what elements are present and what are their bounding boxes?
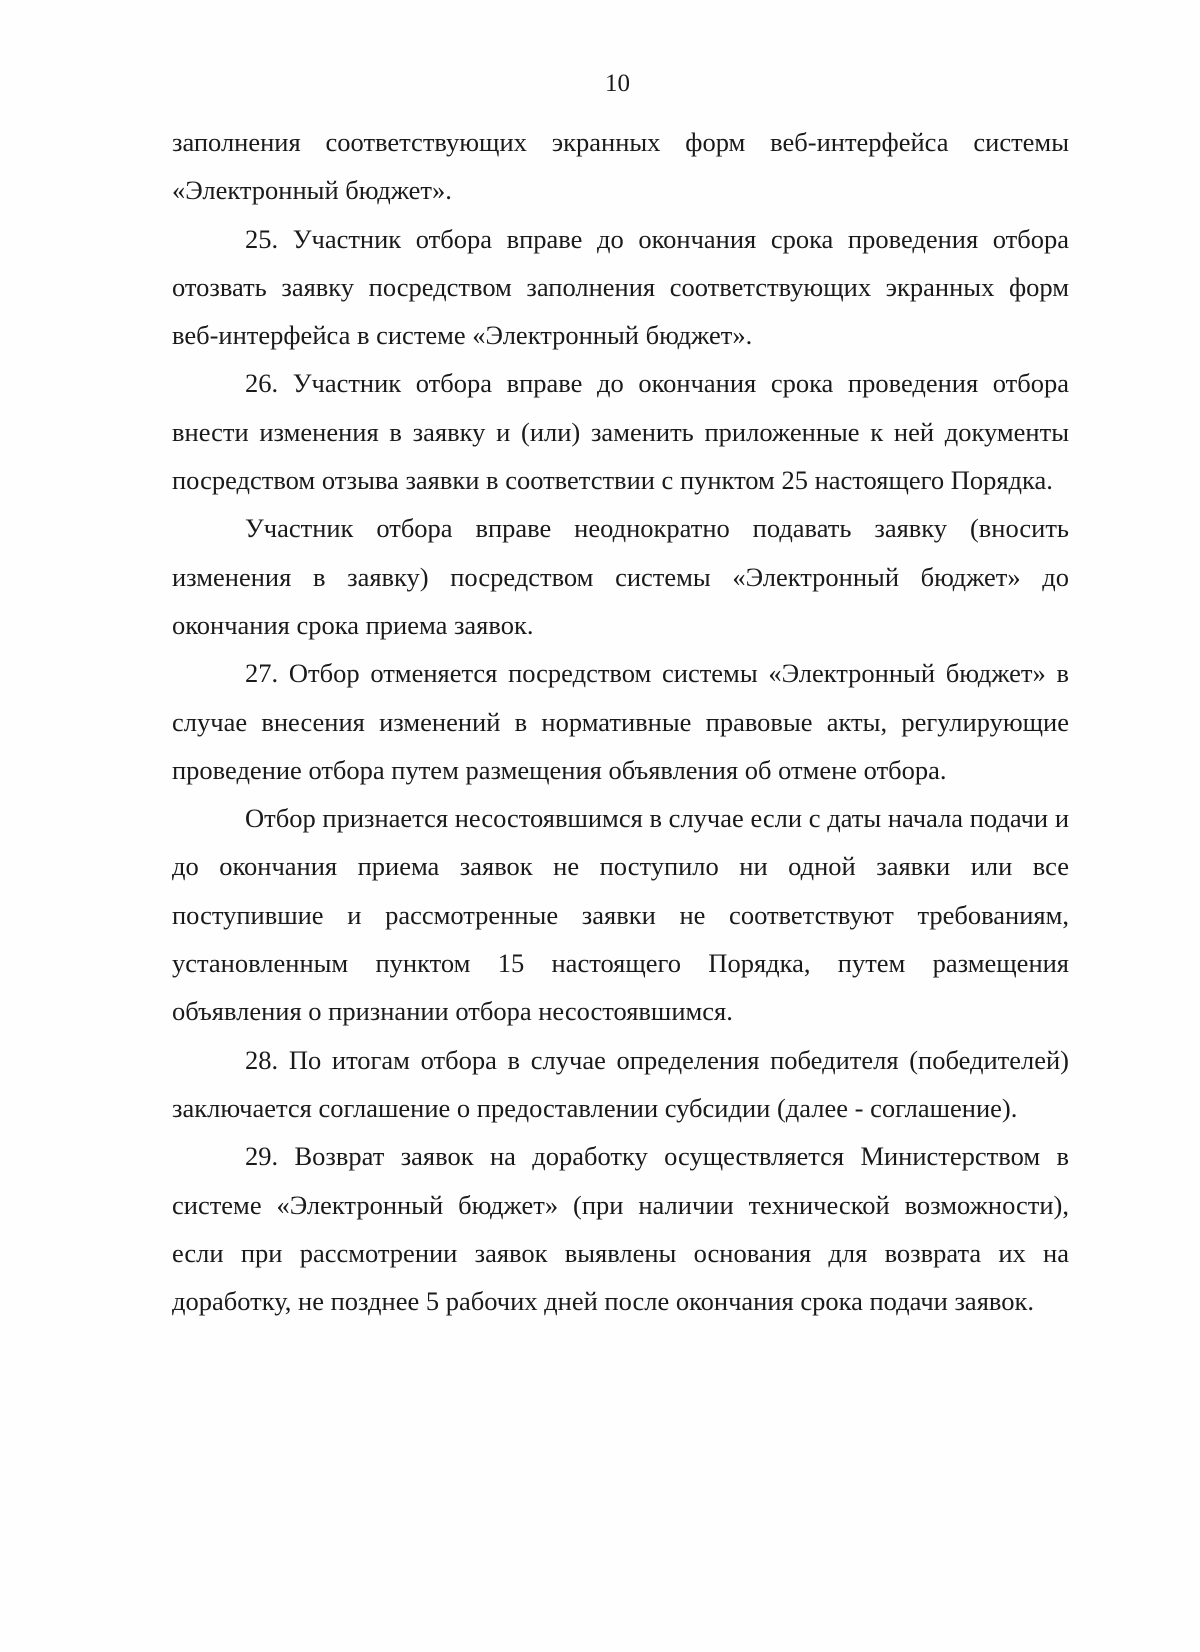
paragraph-item-26: 26. Участник отбора вправе до окончания срока проведения отбора внести изменения в заявку и (или) заменить приложенные к ней документы посредством отзыва заявки в соответствии с пунктом 25 настоящего Порядка. [172,368,1069,496]
page-number: 10 [605,70,630,97]
paragraph-item-29: 29. Возврат заявок на доработку осуществляется Министерством в системе «Электронный бюджет» (при наличии технической возможности), если при рассмотрении заявок выявлены основания для возврата их на доработку, не позднее 5 рабочих дней после окончания срока подачи заявок. [172,1141,1069,1317]
document-body [172,118,1069,1325]
paragraph-item-25: 25. Участник отбора вправе до окончания срока проведения отбора отозвать заявку посредством заполнения соответствующих экранных форм веб-интерфейса в системе «Электронный бюджет». [172,223,1069,351]
paragraph-item-27: 27. Отбор отменяется посредством системы «Электронный бюджет» в случае внесения изменений в нормативные правовые акты, регулирующие проведение отбора путем размещения объявления об отмене отбора. [172,658,1069,785]
paragraph-item-28: 28. По итогам отбора в случае определения победителя (победителей) заключается соглашение о предоставлении субсидии (далее - соглашение). [172,1044,1069,1123]
paragraph-continuation: заполнения соответствующих экранных форм веб-интерфейса системы «Электронный бюджет». [172,127,1069,206]
paragraph-item-26-resubmission: Участник отбора вправе неоднократно подавать заявку (вносить изменения в заявку) посредством системы «Электронный бюджет» до окончания срока приема заявок. [172,513,1069,640]
paragraph-item-27-failed-selection: Отбор признается несостоявшимся в случае если с даты начала подачи и до окончания приема заявок не поступило ни одной заявки или все поступившие и рассмотренные заявки не соответствуют требованиям, установленным пунктом 15 настоящего Порядка, путем размещения объявления о признании отбора несостоявшимся. [172,803,1069,1027]
